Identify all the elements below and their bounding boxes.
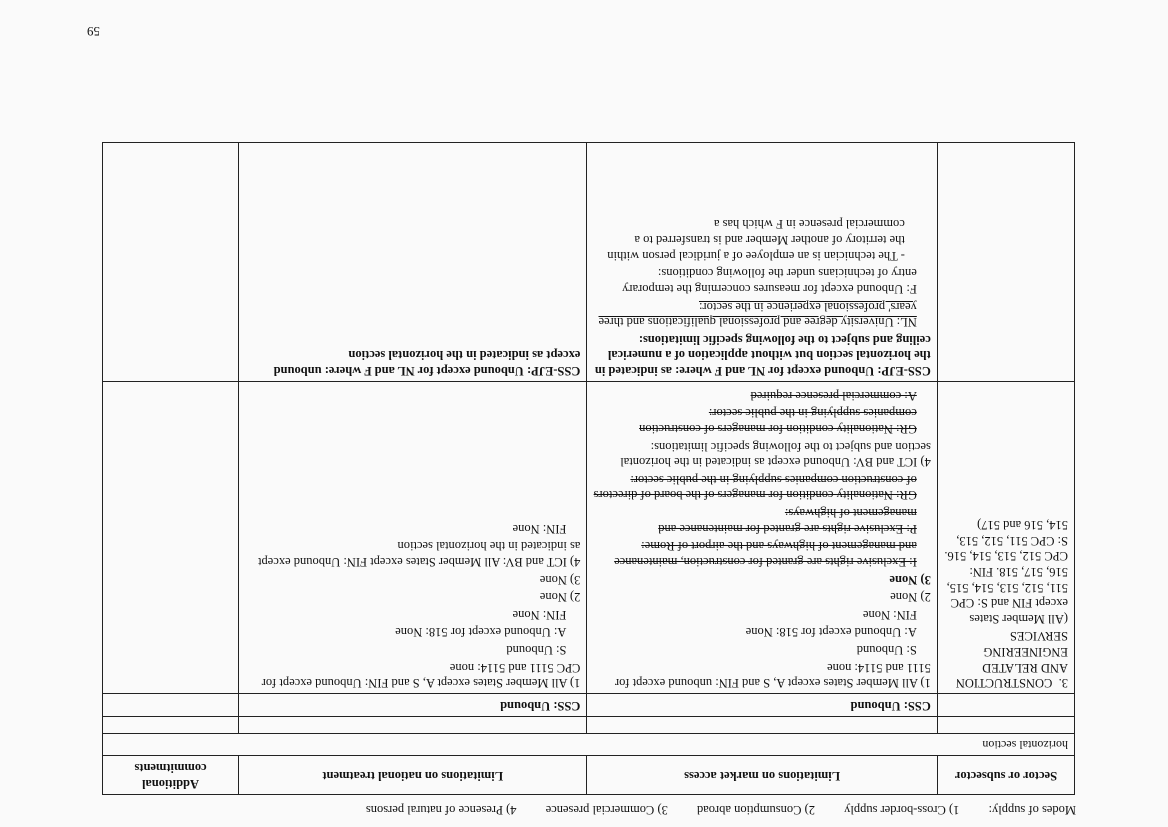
national-mode-1-a: A: Unbound except for 518: None <box>395 625 567 640</box>
market-nl-condition: NL: University degree and professional qualifications and three years' professional experience in the sector: <box>598 299 917 330</box>
market-mode-1: 1) All Member States except A, S and FIN: unbound except for 5111 and 5114: none <box>614 660 931 691</box>
mode-2: 2) Consumption abroad <box>696 803 815 817</box>
market-mode-4: 4) ICT and BV: Unbound except as indicated in the horizontal section and subject to the following specific limitations: <box>620 439 931 470</box>
market-greece-board: GR: Nationality condition for managers of the board of directors of construction companies supplying in the public sector: <box>593 472 917 503</box>
national-treatment-cell <box>239 382 587 694</box>
table-row <box>103 143 1075 382</box>
header-additional-commitments: Additional commitments <box>103 756 239 795</box>
market-italy-exclusive: I: Exclusive rights are granted for construction, maintenance and management of highways and the airport of Rome: <box>614 539 917 569</box>
additional-commitments-cell <box>103 382 239 694</box>
market-austria-presence: A: commercial presence required <box>750 388 917 403</box>
additional-commitments-cell-continued <box>103 143 239 382</box>
market-greece-nationality: GR: Nationality condition for managers of construction companies supplying in the public sector: <box>639 406 917 436</box>
sector-scope: (All Member States except FIN and S: CPC 511, 512, 513, 514, 515, 516, 517, 518. FIN: CPC 512, 513, 514, 516. S: CPC 511, 512, 513, 514, 516 and 517) <box>944 518 1068 626</box>
sector-title: CONSTRUCTION AND RELATED ENGINEERING SERVICES <box>955 629 1068 691</box>
css-national: CSS: Unbound <box>239 694 587 717</box>
national-mode-4-fin: FIN: None <box>512 521 567 536</box>
header-national-treatment: Limitations on national treatment <box>239 756 587 795</box>
market-f-condition: F: Unbound except for measures concerning the temporary entry of technicians under the following conditions: <box>622 266 917 296</box>
header-market-access: Limitations on market access <box>587 756 937 795</box>
national-mode-2: 2) None <box>539 590 581 605</box>
page-number: 59 <box>87 24 100 39</box>
mode-1: 1) Cross-border supply <box>844 803 960 817</box>
sector-cell-continued <box>937 143 1074 382</box>
sector-cell <box>937 382 1074 694</box>
market-mode-1-fin: FIN: None <box>863 607 917 622</box>
blank-row <box>103 717 1075 734</box>
national-treatment-ejp-cell <box>239 143 587 382</box>
horizontal-section-label: horizontal section <box>103 734 1075 756</box>
modes-of-supply <box>76 802 1076 817</box>
national-mode-1-fin: FIN: None <box>512 607 567 622</box>
national-mode-4: 4) ICT and BV: All Member States except FIN: Unbound except as indicated in the horizontal section <box>258 539 581 569</box>
market-mode-3: 3) None <box>889 572 931 587</box>
modes-label: Modes of supply: <box>988 803 1076 817</box>
market-access-cell <box>587 382 937 694</box>
mode-3: 3) Commercial presence <box>545 803 668 817</box>
horizontal-row <box>103 734 1075 756</box>
market-access-ejp-cell <box>587 143 937 382</box>
market-technician-condition: - The technician is an employee of a juridical person within the territory of another Member and is transferred to a commercial presence in F which has a <box>607 217 905 263</box>
css-market: CSS: Unbound <box>587 694 937 717</box>
commitments-table <box>102 142 1075 795</box>
mode-4: 4) Presence of natural persons <box>365 803 517 817</box>
table-header-row <box>103 756 1075 795</box>
header-sector: Sector or subsector <box>937 756 1074 795</box>
market-mode-1-a: A: Unbound except for 518: None <box>745 625 917 640</box>
market-mode-1-s: S: Unbound <box>856 643 917 658</box>
css-row <box>103 694 1075 717</box>
market-ejp: CSS-EJP: Unbound except for NL and F where: as indicated in the horizontal section but without application of a numerical ceiling and subject to the following specific limitations: <box>594 332 931 379</box>
national-mode-3: 3) None <box>539 572 581 587</box>
national-mode-1: 1) All Member States except A, S and FIN: Unbound except for CPC 5111 and 5114: none <box>261 660 581 691</box>
national-ejp: CSS-EJP: Unbound except for NL and F where: unbound except as indicated in the horizontal section <box>273 348 581 379</box>
national-mode-1-s: S: Unbound <box>506 643 567 658</box>
market-mode-2: 2) None <box>890 590 931 605</box>
table-row <box>103 382 1075 694</box>
sector-number: 3. <box>1058 676 1068 691</box>
market-portugal-exclusive: P: Exclusive rights are granted for maintenance and management of highways: <box>658 506 917 536</box>
